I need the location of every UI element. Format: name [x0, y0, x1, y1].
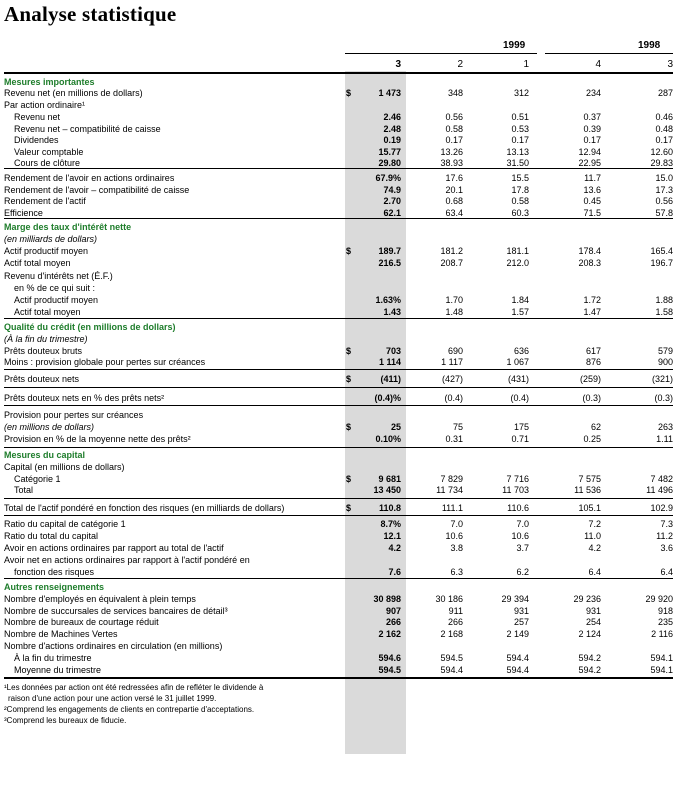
table-row [4, 100, 673, 111]
cell-value: 1.58 [655, 307, 673, 317]
cell-value: 29.83 [650, 158, 673, 168]
cell-value: 11.2 [656, 531, 673, 541]
row-label: (en milliards de dollars) [4, 234, 98, 244]
cell-value: 6.4 [588, 567, 601, 577]
cell-value: 1 067 [506, 357, 529, 367]
cell-value: 0.53 [511, 124, 529, 134]
cell-value: 0.71 [511, 434, 529, 444]
cell-value: 15.0 [655, 173, 673, 183]
row-label: (en millions de dollars) [4, 422, 95, 432]
table-row [4, 234, 673, 245]
cell-value: 22.95 [578, 158, 601, 168]
table-row [4, 173, 673, 184]
table-row [4, 485, 673, 496]
row-label: Revenu net – compatibilité de caisse [14, 124, 161, 134]
section-divider [4, 318, 673, 319]
cell-value: 0.68 [445, 196, 463, 206]
cell-value: 165.4 [650, 246, 673, 256]
row-label: Provision pour pertes sur créances [4, 410, 144, 420]
cell-value: 208.3 [578, 258, 601, 268]
row-label: Marge des taux d'intérêt nette [4, 222, 132, 232]
cell-value: 0.58 [511, 196, 529, 206]
table-row [4, 112, 673, 123]
cell-value: 181.1 [506, 246, 529, 256]
row-label: Actif total moyen [14, 307, 81, 317]
quarter-header: 3 [667, 59, 673, 70]
section-divider [4, 498, 673, 499]
cell-value: 594.2 [578, 665, 601, 675]
row-label: Nombre d'employés en équivalent à plein temps [4, 594, 196, 604]
cell-value: 0.25 [583, 434, 601, 444]
cell-value: 102.9 [650, 503, 673, 513]
currency-symbol: $ [346, 88, 352, 98]
cell-value: 911 [448, 606, 463, 616]
cell-value: 1 473 [378, 88, 401, 98]
footnotes [4, 682, 263, 726]
quarter-header: 2 [457, 59, 463, 70]
section-divider [4, 515, 673, 516]
row-label: Avoir en actions ordinaires par rapport au total de l'actif [4, 543, 224, 553]
cell-value: 876 [585, 357, 601, 367]
table-row [4, 462, 673, 473]
currency-symbol: $ [346, 374, 352, 384]
footnote: ²Comprend les engagements de clients en contrepartie d'acceptations. [4, 705, 255, 714]
cell-value: 110.8 [378, 503, 401, 513]
table-row [4, 531, 673, 542]
table-row [4, 208, 673, 219]
year-rule-1999 [345, 53, 537, 54]
cell-value: 13 450 [373, 485, 401, 495]
row-label: Dividendes [14, 135, 59, 145]
cell-value: 0.17 [583, 135, 601, 145]
cell-value: 703 [385, 346, 401, 356]
cell-value: 0.37 [583, 112, 601, 122]
cell-value: 2 162 [378, 629, 401, 639]
row-label: Nombre de Machines Vertes [4, 629, 118, 639]
cell-value: 29 394 [501, 594, 529, 604]
row-label: Provision en % de la moyenne nette des prêts² [4, 434, 191, 444]
table-row [4, 606, 673, 617]
cell-value: 1.11 [656, 434, 673, 444]
cell-value: (0.4) [444, 393, 463, 403]
table-row [4, 185, 673, 196]
row-label: Revenu d'intérêts net (É.F.) [4, 271, 113, 281]
cell-value: 208.7 [440, 258, 463, 268]
cell-value: 4.2 [588, 543, 601, 553]
table-row [4, 283, 673, 294]
cell-value: (321) [651, 374, 673, 384]
row-label: (À la fin du trimestre) [4, 334, 88, 344]
currency-symbol: $ [346, 503, 352, 513]
page-title: Analyse statistique [4, 2, 177, 26]
row-label: Total [14, 485, 34, 495]
section-divider [4, 369, 673, 370]
cell-value: 212.0 [506, 258, 529, 268]
cell-value: 1.70 [445, 295, 463, 305]
cell-value: 254 [585, 617, 601, 627]
cell-value: 617 [585, 346, 601, 356]
footnote: ¹Les données par action ont été redressées afin de refléter le dividende à [4, 683, 264, 692]
cell-value: 0.10% [375, 434, 401, 444]
cell-value: 7 482 [650, 474, 673, 484]
table-row [4, 665, 673, 676]
cell-value: 181.2 [440, 246, 463, 256]
row-label: Moins : provision globale pour pertes sur créances [4, 357, 206, 367]
row-label: Nombre de succursales de services bancaires de détail³ [4, 606, 228, 616]
cell-value: 17.3 [655, 185, 673, 195]
row-label: Mesures du capital [4, 450, 86, 460]
table-row [4, 258, 673, 269]
section-heading [4, 222, 673, 233]
section-heading [4, 582, 673, 593]
cell-value: 900 [657, 357, 673, 367]
year-rule-1998 [545, 53, 673, 54]
table-row [4, 617, 673, 628]
cell-value: 12.94 [578, 147, 601, 157]
cell-value: 111.1 [441, 503, 463, 513]
table-row [4, 295, 673, 306]
cell-value: 11 703 [502, 485, 529, 495]
cell-value: 3.7 [516, 543, 529, 553]
row-label: Moyenne du trimestre [14, 665, 102, 675]
cell-value: 12.60 [650, 147, 673, 157]
cell-value: 931 [585, 606, 601, 616]
row-label: Ratio du capital de catégorie 1 [4, 519, 126, 529]
table-row [4, 410, 673, 421]
cell-value: (0.3) [654, 393, 673, 403]
cell-value: 594.2 [578, 653, 601, 663]
cell-value: 594.4 [440, 665, 463, 675]
section-divider [4, 447, 673, 448]
cell-value: 7.6 [388, 567, 401, 577]
cell-value: 11.7 [584, 173, 601, 183]
table-row [4, 135, 673, 146]
cell-value: 6.2 [516, 567, 529, 577]
cell-value: 7 829 [440, 474, 463, 484]
cell-value: 2.48 [383, 124, 401, 134]
cell-value: 287 [657, 88, 673, 98]
cell-value: 594.4 [506, 653, 529, 663]
cell-value: (259) [579, 374, 601, 384]
cell-value: 3.6 [660, 543, 673, 553]
row-label: Revenu net (en millions de dollars) [4, 88, 143, 98]
quarter-header: 4 [595, 59, 601, 70]
cell-value: 2 149 [506, 629, 529, 639]
row-label: Prêts douteux bruts [4, 346, 83, 356]
table-row [4, 334, 673, 345]
row-label: Mesures importantes [4, 77, 95, 87]
cell-value: 11 536 [574, 485, 601, 495]
cell-value: 60.3 [511, 208, 529, 218]
cell-value: 62.1 [383, 208, 401, 218]
table-row [4, 653, 673, 664]
cell-value: 594.6 [378, 653, 401, 663]
cell-value: (0.4) [510, 393, 529, 403]
cell-value: 0.45 [583, 196, 601, 206]
table-row [4, 147, 673, 158]
cell-value: 175 [513, 422, 529, 432]
row-label: en % de ce qui suit : [14, 283, 96, 293]
cell-value: (411) [380, 374, 401, 384]
cell-value: 348 [447, 88, 463, 98]
cell-value: 178.4 [578, 246, 601, 256]
cell-value: 7.2 [588, 519, 601, 529]
cell-value: 13.6 [583, 185, 601, 195]
cell-value: 690 [447, 346, 463, 356]
table-row [4, 158, 673, 169]
section-divider [4, 387, 673, 388]
cell-value: 10.6 [511, 531, 529, 541]
currency-symbol: $ [346, 422, 352, 432]
table-row [4, 474, 673, 485]
cell-value: 25 [390, 422, 401, 432]
row-label: Efficience [4, 208, 43, 218]
row-label: Revenu net [14, 112, 61, 122]
cell-value: 3.8 [450, 543, 463, 553]
cell-value: 907 [385, 606, 401, 616]
cell-value: 0.48 [655, 124, 673, 134]
row-label: Cours de clôture [14, 158, 81, 168]
row-label: Rendement de l'actif [4, 196, 86, 206]
cell-value: 0.39 [583, 124, 601, 134]
cell-value: 7 716 [506, 474, 529, 484]
cell-value: 7.3 [660, 519, 673, 529]
cell-value: 1.57 [511, 307, 529, 317]
row-label: Autres renseignements [4, 582, 105, 592]
cell-value: 30 898 [373, 594, 401, 604]
section-heading [4, 77, 673, 88]
cell-value: 234 [585, 88, 601, 98]
table-row [4, 393, 673, 404]
year-header-1998: 1998 [638, 40, 661, 51]
cell-value: 266 [447, 617, 463, 627]
cell-value: 0.51 [511, 112, 529, 122]
cell-value: 7.0 [516, 519, 529, 529]
table-row [4, 124, 673, 135]
row-label: Rendement de l'avoir – compatibilité de caisse [4, 185, 190, 195]
cell-value: 594.1 [650, 665, 673, 675]
cell-value: 594.5 [378, 665, 401, 675]
cell-value: 1.88 [655, 295, 673, 305]
cell-value: (427) [441, 374, 463, 384]
cell-value: 6.3 [450, 567, 463, 577]
cell-value: 12.1 [383, 531, 401, 541]
table-row [4, 594, 673, 605]
row-label: Avoir net en actions ordinaires par rapport à l'actif pondéré en [4, 555, 250, 565]
table-row [4, 346, 673, 357]
cell-value: 11 496 [646, 485, 673, 495]
currency-symbol: $ [346, 346, 352, 356]
cell-value: 1.63% [375, 295, 401, 305]
cell-value: 38.93 [440, 158, 463, 168]
row-label: Nombre d'actions ordinaires en circulation (en millions) [4, 641, 223, 651]
row-label: Total de l'actif pondéré en fonction des risques (en milliards de dollars) [4, 503, 285, 513]
cell-value: 636 [513, 346, 529, 356]
table-row [4, 422, 673, 433]
cell-value: 29 236 [573, 594, 601, 604]
cell-value: 7.0 [450, 519, 463, 529]
cell-value: 263 [657, 422, 673, 432]
cell-value: 31.50 [506, 158, 529, 168]
cell-value: 105.1 [578, 503, 601, 513]
cell-value: 17.6 [445, 173, 463, 183]
row-label: À la fin du trimestre [14, 653, 92, 663]
cell-value: 8.7% [380, 519, 401, 529]
cell-value: 74.9 [383, 185, 401, 195]
section-heading [4, 450, 673, 461]
table-row [4, 196, 673, 207]
table-row [4, 307, 673, 318]
currency-symbol: $ [346, 246, 352, 256]
cell-value: 1.48 [445, 307, 463, 317]
section-divider [4, 578, 673, 579]
cell-value: 0.19 [383, 135, 401, 145]
cell-value: 0.46 [655, 112, 673, 122]
row-label: Actif total moyen [4, 258, 71, 268]
cell-value: 2.70 [383, 196, 401, 206]
row-label: Ratio du total du capital [4, 531, 99, 541]
footnote: ³Comprend les bureaux de fiducie. [4, 716, 127, 725]
cell-value: 11 734 [436, 485, 463, 495]
cell-value: 257 [513, 617, 529, 627]
cell-value: 0.17 [511, 135, 529, 145]
row-label: Catégorie 1 [14, 474, 61, 484]
row-label: Actif productif moyen [4, 246, 89, 256]
cell-value: 931 [513, 606, 529, 616]
cell-value: 2.46 [383, 112, 401, 122]
section-heading [4, 322, 673, 333]
table-row [4, 555, 673, 566]
cell-value: 0.56 [655, 196, 673, 206]
cell-value: 63.4 [445, 208, 463, 218]
cell-value: 1.47 [583, 307, 601, 317]
cell-value: 0.56 [445, 112, 463, 122]
row-label: Prêts douteux nets en % des prêts nets² [4, 393, 165, 403]
table-row [4, 434, 673, 445]
cell-value: 1.72 [583, 295, 601, 305]
cell-value: (431) [507, 374, 529, 384]
currency-symbol: $ [346, 474, 352, 484]
row-label: Nombre de bureaux de courtage réduit [4, 617, 159, 627]
cell-value: 13.26 [440, 147, 463, 157]
year-header-1999: 1999 [503, 40, 526, 51]
header-rule [4, 72, 673, 74]
cell-value: 20.1 [445, 185, 463, 195]
cell-value: 2 124 [578, 629, 601, 639]
row-label: Prêts douteux nets [4, 374, 80, 384]
cell-value: 29 920 [645, 594, 673, 604]
row-label: Par action ordinaire¹ [4, 100, 86, 110]
quarter-header-row [345, 59, 673, 71]
cell-value: 15.77 [378, 147, 401, 157]
cell-value: 1.84 [511, 295, 529, 305]
cell-value: 29.80 [378, 158, 401, 168]
table-row [4, 88, 673, 99]
cell-value: 110.6 [507, 503, 529, 513]
cell-value: 1 114 [378, 357, 401, 367]
table-row [4, 271, 673, 282]
row-label: Capital (en millions de dollars) [4, 462, 125, 472]
table-row [4, 641, 673, 652]
cell-value: 0.31 [445, 434, 463, 444]
quarter-header: 3 [395, 59, 401, 70]
cell-value: 67.9% [375, 173, 401, 183]
cell-value: 594.4 [506, 665, 529, 675]
cell-value: 62 [590, 422, 601, 432]
cell-value: 75 [452, 422, 463, 432]
cell-value: 10.6 [445, 531, 463, 541]
cell-value: 9 681 [378, 474, 401, 484]
cell-value: 7 575 [578, 474, 601, 484]
table-row [4, 374, 673, 385]
row-label: fonction des risques [14, 567, 95, 577]
table-row [4, 519, 673, 530]
cell-value: 2 168 [440, 629, 463, 639]
cell-value: 216.5 [378, 258, 401, 268]
cell-value: (0.3) [582, 393, 601, 403]
cell-value: 1 117 [441, 357, 463, 367]
cell-value: 0.58 [445, 124, 463, 134]
cell-value: 189.7 [378, 246, 401, 256]
section-divider [4, 677, 673, 679]
cell-value: (0.4)% [374, 393, 401, 403]
cell-value: 2 116 [651, 629, 673, 639]
cell-value: 594.1 [650, 653, 673, 663]
row-label: Valeur comptable [14, 147, 84, 157]
cell-value: 918 [657, 606, 673, 616]
cell-value: 312 [513, 88, 529, 98]
cell-value: 235 [657, 617, 673, 627]
table-row [4, 503, 673, 514]
table-row [4, 543, 673, 554]
cell-value: 15.5 [511, 173, 529, 183]
cell-value: 0.17 [445, 135, 463, 145]
cell-value: 13.13 [506, 147, 529, 157]
cell-value: 71.5 [583, 208, 601, 218]
cell-value: 266 [385, 617, 401, 627]
cell-value: 57.8 [655, 208, 673, 218]
row-label: Qualité du crédit (en millions de dollars) [4, 322, 176, 332]
row-label: Actif productif moyen [14, 295, 99, 305]
quarter-header: 1 [523, 59, 529, 70]
section-divider [4, 405, 673, 406]
table-row [4, 567, 673, 578]
cell-value: 17.8 [511, 185, 529, 195]
footnote: raison d'une action pour une action versé le 31 juillet 1999. [8, 694, 217, 703]
cell-value: 1.43 [383, 307, 401, 317]
table-row [4, 246, 673, 257]
cell-value: 594.5 [440, 653, 463, 663]
cell-value: 196.7 [650, 258, 673, 268]
cell-value: 30 186 [435, 594, 463, 604]
table-row [4, 357, 673, 368]
cell-value: 579 [657, 346, 673, 356]
row-label: Rendement de l'avoir en actions ordinaires [4, 173, 175, 183]
table-row [4, 629, 673, 640]
cell-value: 6.4 [660, 567, 673, 577]
cell-value: 11.0 [584, 531, 601, 541]
cell-value: 4.2 [388, 543, 401, 553]
cell-value: 0.17 [655, 135, 673, 145]
